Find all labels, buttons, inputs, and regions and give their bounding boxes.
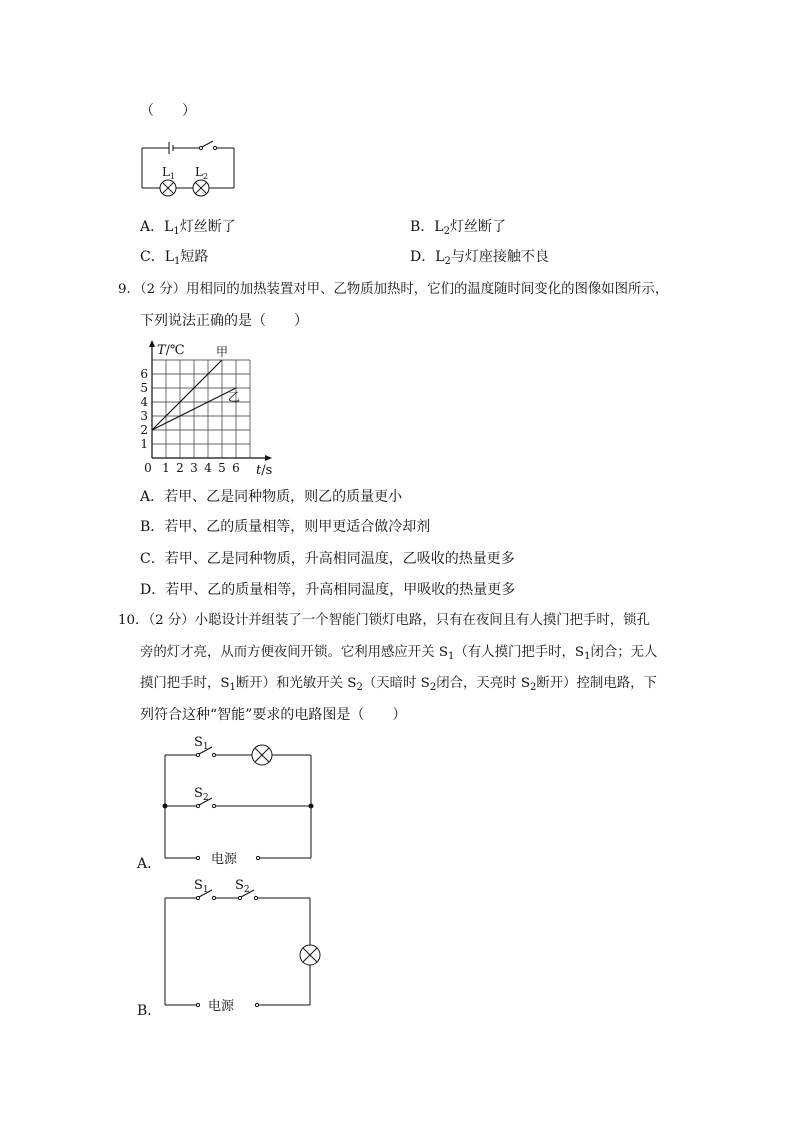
power-source-label: 电源 — [208, 999, 235, 1014]
q10-circuit-b-diagram — [150, 876, 320, 1014]
y-axis-label: T/℃ — [157, 343, 185, 358]
x-axis-label: t/s — [256, 463, 273, 478]
switch-contact-right — [213, 146, 216, 149]
junction-dot-left — [163, 804, 168, 809]
q10-stem-line3: 摸门把手时，$S_1$断开）和光敏开关 $S_2$（天暗时 $S_2$闭合，天亮时 $S_2$断开）控制电路，下 — [140, 676, 657, 693]
series-line-1 — [152, 360, 222, 430]
switch-s1-label: $S_1$ — [194, 878, 209, 895]
junction-dot-right — [309, 804, 314, 809]
y-tick-label: 5 — [140, 381, 148, 395]
q9-option-d[interactable]: D．若甲、乙的质量相等，升高相同温度，甲吸收的热量更多 — [140, 582, 516, 598]
origin-label: 0 — [144, 461, 152, 475]
lamp-l2-label: $L_2$ — [195, 165, 209, 181]
q9-stem-line1: 9．（2 分）用相同的加热装置对甲、乙物质加热时，它们的温度随时间变化的图像如图所示， — [118, 282, 669, 297]
power-source-label: 电源 — [211, 852, 238, 867]
y-axis-arrow-icon — [149, 340, 155, 347]
q8-option-d[interactable]: D．$L_2$与灯座接触不良 — [410, 249, 549, 267]
x-axis-arrow-icon — [265, 455, 272, 461]
q10-stem-line1: 10．（2 分）小聪设计并组装了一个智能门锁灯电路，只有在夜间且有人摸门把手时，锁孔 — [118, 613, 650, 628]
temperature-time-chart — [135, 338, 275, 478]
q10-circuit-a-label[interactable]: A． — [137, 856, 162, 872]
y-tick-label: 4 — [140, 395, 148, 409]
y-tick-label: 1 — [140, 437, 148, 451]
q10-stem-line4: 列符合这种“智能”要求的电路图是（ ） — [140, 707, 407, 723]
series-label-2: 乙 — [228, 390, 241, 404]
q10-stem-line2: 旁的灯才亮，从而方便夜间开锁。它利用感应开关 $S_1$（有人摸门把手时，$S_1$闭合；无人 — [140, 645, 658, 662]
x-tick-label: 4 — [204, 461, 212, 475]
q8-bracket: （ ） — [140, 103, 196, 119]
q9-option-a[interactable]: A．若甲、乙是同种物质，则乙的质量更小 — [140, 489, 403, 505]
q9-option-c[interactable]: C．若甲、乙是同种物质，升高相同温度，乙吸收的热量更多 — [140, 551, 515, 567]
q8-circuit-diagram — [137, 138, 247, 198]
y-tick-label: 2 — [140, 423, 148, 437]
q8-option-b[interactable]: B．$L_2$灯丝断了 — [410, 219, 506, 237]
y-tick-label: 3 — [140, 409, 148, 423]
lamp-l1-label: $L_1$ — [162, 165, 176, 181]
series-label-1: 甲 — [216, 345, 229, 359]
x-tick-label: 2 — [176, 461, 184, 475]
switch-s2-label: $S_2$ — [194, 786, 209, 803]
x-tick-label: 6 — [232, 461, 240, 475]
q8-option-a[interactable]: A．$L_1$灯丝断了 — [140, 219, 236, 237]
switch-blade — [202, 141, 213, 147]
q10-circuit-b-label[interactable]: B． — [137, 1003, 162, 1019]
x-tick-label: 5 — [218, 461, 226, 475]
x-tick-label: 3 — [190, 461, 198, 475]
switch-s1-label: $S_1$ — [194, 735, 209, 752]
switch-s2-label: $S_2$ — [235, 878, 250, 895]
x-tick-label: 1 — [162, 461, 170, 475]
q9-option-b[interactable]: B．若甲、乙的质量相等，则甲更适合做冷却剂 — [140, 519, 431, 535]
q9-stem-line2: 下列说法正确的是（ ） — [140, 313, 308, 329]
q10-circuit-a-diagram — [150, 733, 320, 867]
y-tick-label: 6 — [140, 367, 148, 381]
q8-option-c[interactable]: C．$L_1$短路 — [140, 249, 209, 267]
